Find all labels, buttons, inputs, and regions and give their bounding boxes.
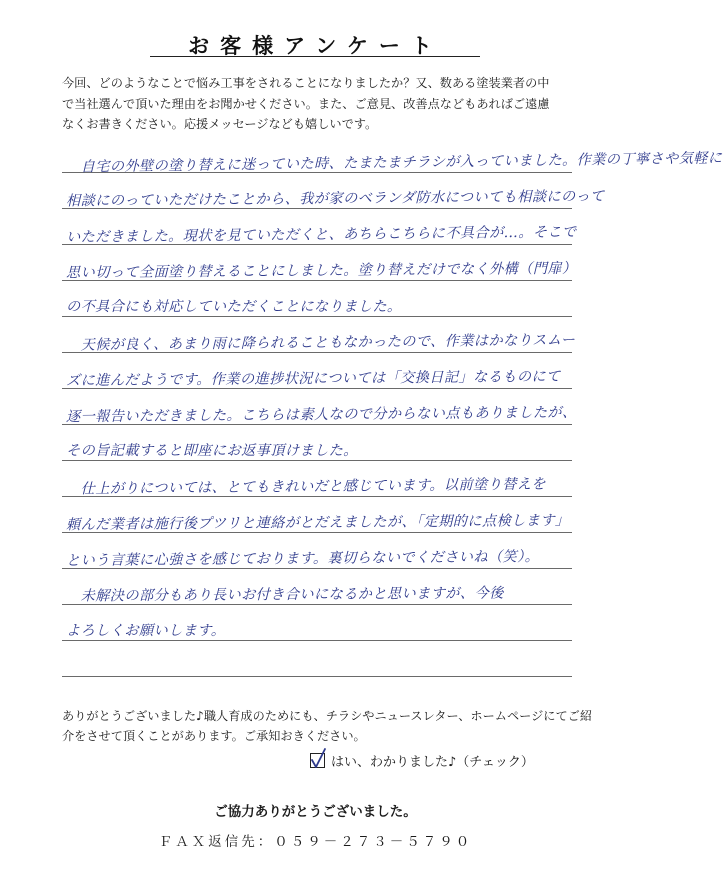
intro-line: で当社選んで頂いた理由をお聞かせください。また、ご意見、改善点などもあればご遠慮	[62, 96, 550, 111]
handwritten-line: その旨記載すると即座にお返事頂けました。	[66, 443, 358, 459]
intro-line: 今回、どのようなことで悩み工事をされることになりましたか？又、数ある塗装業者の中	[62, 76, 550, 90]
handwritten-line: ズに進んだようです。作業の進捗状況については「交換日記」なるものにて	[65, 368, 561, 390]
answer-rule	[62, 316, 572, 317]
thanks-message: ご協力ありがとうございました。	[214, 804, 417, 820]
handwritten-line: という言葉に心強さを感じております。裏切らないでくださいね（笑）。	[65, 548, 540, 570]
handwritten-line: 自宅の外壁の塗り替えに迷っていた時、たまたまチラシが入っていました。作業の丁寧さや気軽に	[65, 150, 723, 176]
handwritten-line: いただきました。現状を見ていただくと、あちらこちらに不具合が…。そこで	[65, 224, 577, 246]
handwritten-line: よろしくお願いします。	[66, 623, 226, 639]
handwritten-line: 仕上がりについては、とてもきれいだと感じています。以前塗り替えを	[65, 476, 547, 498]
handwritten-line: の不具合にも対応していただくことになりました。	[66, 299, 402, 315]
answer-rule	[62, 640, 572, 641]
handwritten-line: 思い切って全面塗り替えることにしました。塗り替えだけでなく外構（門扉）	[65, 260, 577, 282]
handwritten-line: 未解決の部分もあり長いお付き合いになるかと思いますが、今後	[65, 585, 504, 605]
intro-line: なくお書きください。応援メッセージなども嬉しいです。	[62, 117, 378, 131]
check-mark-icon	[309, 748, 327, 770]
consent-row	[310, 749, 534, 771]
consent-note-line: 介をさせて頂くことがあります。ご承知おきください。	[62, 729, 366, 743]
handwritten-line: 天候が良く、あまり雨に降られることもなかったので、作業はかなりスムー	[65, 332, 576, 354]
answer-rule	[62, 460, 572, 461]
consent-note-line: ありがとうございました♪職人育成のためにも、チラシやニュースレター、ホームページにてご紹	[62, 709, 593, 723]
handwritten-line: 逐一報告いただきました。こちらは素人なので分からない点もありましたが、	[65, 404, 577, 426]
fax-number: ＦＡＸ返信先：０５９－２７３－５７９０	[158, 834, 473, 850]
consent-label: はい、わかりました♪（チェック）	[331, 754, 534, 770]
consent-checkbox[interactable]	[310, 753, 325, 768]
answer-rule	[62, 676, 572, 677]
handwritten-line: 頼んだ業者は施行後プツリと連絡がとだえましたが、「定期的に点検します」	[65, 512, 570, 534]
consent-note	[62, 706, 593, 746]
handwritten-line: 相談にのっていただけたことから、我が家のベランダ防水についても相談にのって	[65, 188, 605, 210]
page-title: お客様アンケート	[188, 34, 443, 58]
